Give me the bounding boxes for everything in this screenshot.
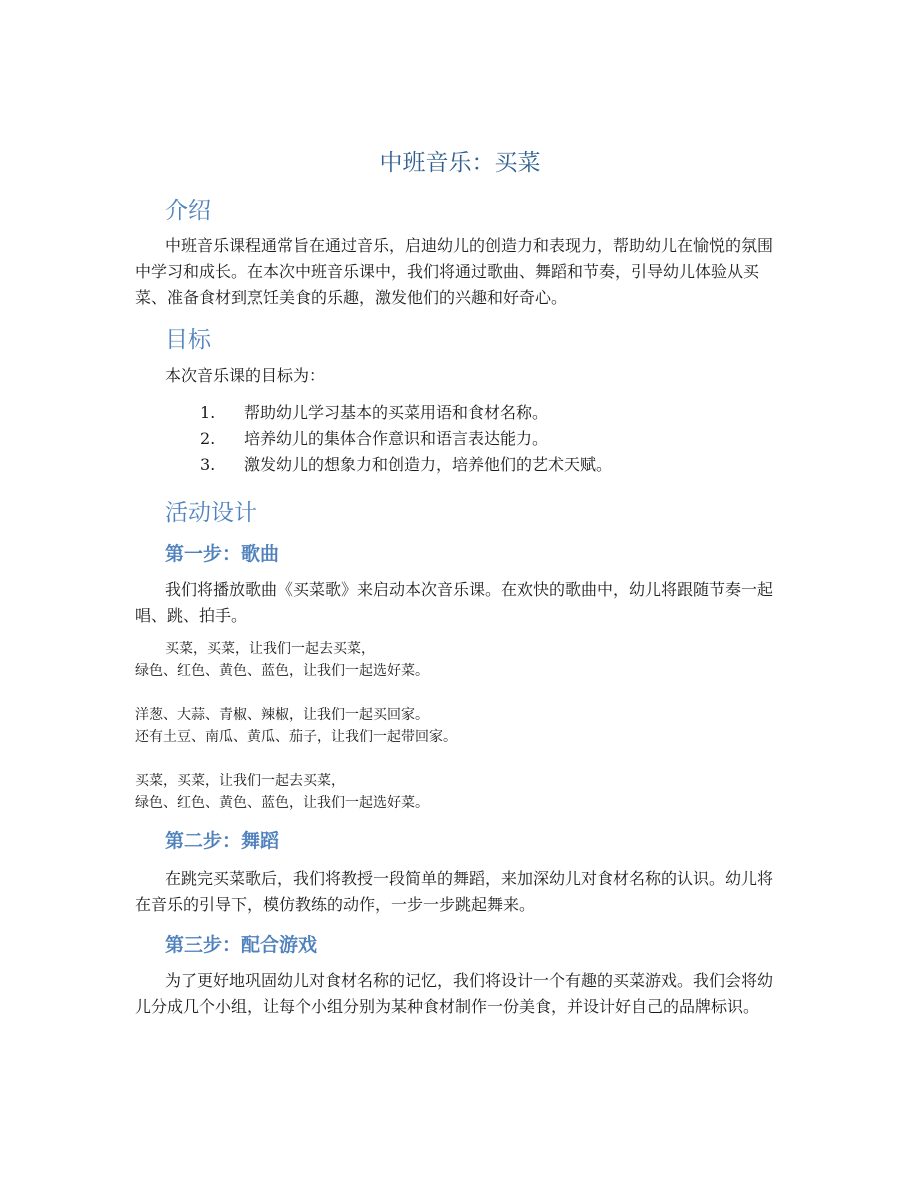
step2-paragraph: 在跳完买菜歌后，我们将教授一段简单的舞蹈，来加深幼儿对食材名称的认识。幼儿将在音乐的引导下，模仿教练的动作，一步一步跳起舞来。 [135,869,774,914]
song-lyrics [135,638,785,814]
list-item [200,426,612,452]
list-item-number: 2. [200,429,216,448]
lyric-line: 买菜，买菜，让我们一起去买菜， [165,641,375,657]
subsection-heading-step1: 第一步：歌曲 [165,543,280,565]
list-item-text: 帮助幼儿学习基本的买菜用语和食材名称。 [244,403,549,422]
step1-paragraph: 我们将播放歌曲《买菜歌》来启动本次音乐课。在欢快的歌曲中，幼儿将跟随节奏一起唱、跳、拍手。 [135,580,774,625]
subsection-heading-step3: 第三步：配合游戏 [165,934,318,956]
list-item-text: 激发幼儿的想象力和创造力，培养他们的艺术天赋。 [244,455,613,474]
list-item-text: 培养幼儿的集体合作意识和语言表达能力。 [244,429,549,448]
lyric-line: 洋葱、大蒜、青椒、辣椒，让我们一起买回家。 [135,707,429,723]
step3-paragraph: 为了更好地巩固幼儿对食材名称的记忆，我们将设计一个有趣的买菜游戏。我们会将幼儿分成几个小组，让每个小组分别为某种食材制作一份美食，并设计好自己的品牌标识。 [135,971,774,1016]
lyric-line: 还有土豆、南瓜、黄瓜、茄子，让我们一起带回家。 [135,729,457,745]
goals-lead: 本次音乐课的目标为： [165,366,326,385]
section-heading-intro: 介绍 [165,198,211,224]
lyric-line: 买菜，买菜，让我们一起去买菜， [135,773,345,789]
section-heading-goals: 目标 [165,327,211,353]
lyric-line: 绿色、红色、黄色、蓝色，让我们一起选好菜。 [135,663,429,679]
lyric-line: 绿色、红色、黄色、蓝色，让我们一起选好菜。 [135,795,429,811]
goals-list [200,400,612,478]
section-heading-activities: 活动设计 [165,500,257,526]
list-item [200,452,612,478]
list-item [200,400,612,426]
subsection-heading-step2: 第二步：舞蹈 [165,830,280,852]
intro-paragraph: 中班音乐课程通常旨在通过音乐，启迪幼儿的创造力和表现力，帮助幼儿在愉悦的氛围中学习和成长。在本次中班音乐课中，我们将通过歌曲、舞蹈和节奏，引导幼儿体验从买菜、准备食材到烹饪美食的乐趣，激发他们的兴趣和好奇心。 [135,236,774,307]
list-item-number: 1. [200,403,216,422]
list-item-number: 3. [200,455,216,474]
document-title: 中班音乐：买菜 [379,150,541,176]
